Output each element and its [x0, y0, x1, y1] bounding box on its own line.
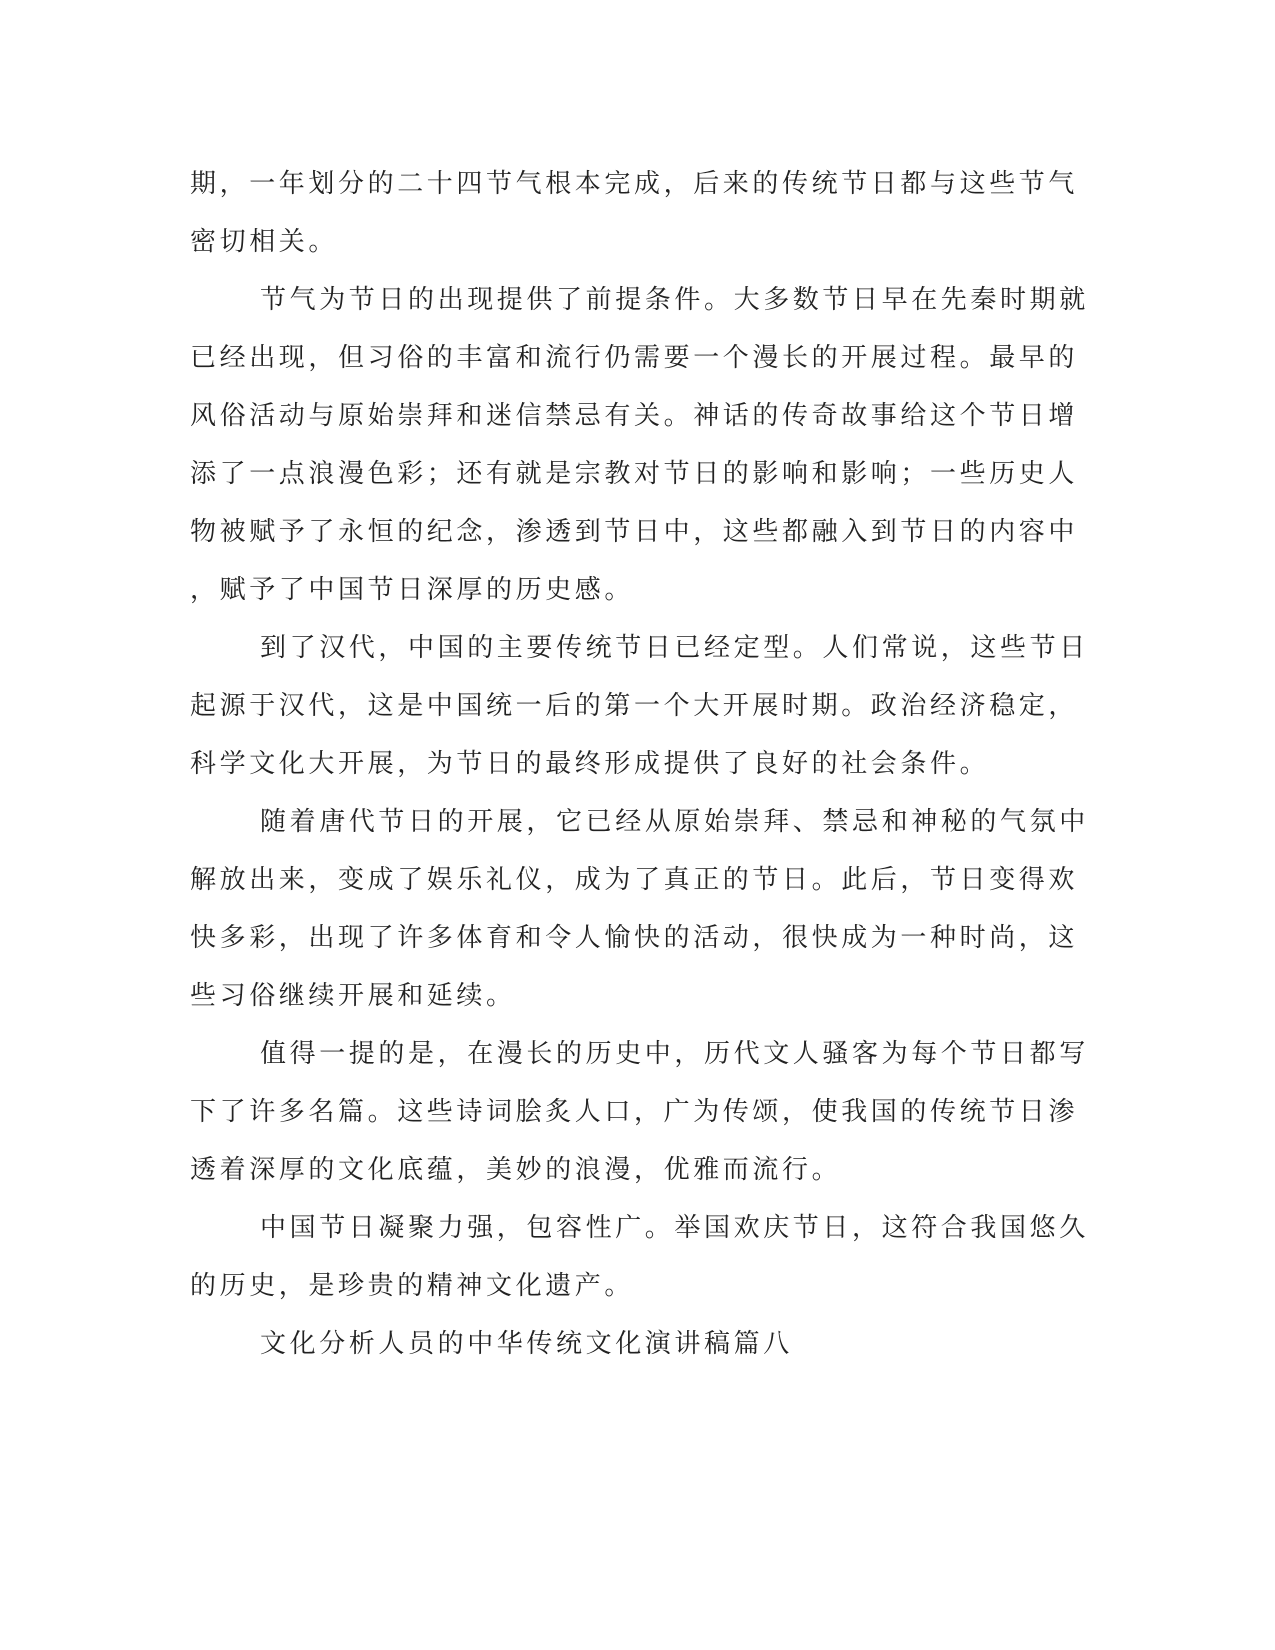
text-line: 期，一年划分的二十四节气根本完成，后来的传统节日都与这些节气	[190, 169, 1079, 199]
text-line: 快多彩，出现了许多体育和令人愉快的活动，很快成为一种时尚，这	[190, 923, 1079, 953]
paragraph-start-line: 到了汉代，中国的主要传统节日已经定型。人们常说，这些节日	[260, 633, 1089, 663]
paragraph-start-line: 随着唐代节日的开展，它已经从原始崇拜、禁忌和神秘的气氛中	[260, 807, 1089, 837]
text-line: 科学文化大开展，为节日的最终形成提供了良好的社会条件。	[190, 749, 990, 779]
text-line: 透着深厚的文化底蕴，美妙的浪漫，优雅而流行。	[190, 1155, 842, 1185]
text-line: 已经出现，但习俗的丰富和流行仍需要一个漫长的开展过程。最早的	[190, 343, 1079, 373]
paragraph-start-line: 节气为节日的出现提供了前提条件。大多数节日早在先秦时期就	[260, 285, 1089, 315]
text-line: 密切相关。	[190, 227, 339, 257]
paragraph-start-line: 中国节日凝聚力强，包容性广。举国欢庆节日，这符合我国悠久	[260, 1213, 1089, 1243]
text-line: 风俗活动与原始崇拜和迷信禁忌有关。神话的传奇故事给这个节日增	[190, 401, 1079, 431]
text-line: 物被赋予了永恒的纪念，渗透到节日中，这些都融入到节日的内容中	[190, 517, 1079, 547]
paragraph-start-line: 值得一提的是，在漫长的历史中，历代文人骚客为每个节日都写	[260, 1039, 1089, 1069]
text-line: 添了一点浪漫色彩；还有就是宗教对节日的影响和影响；一些历史人	[190, 459, 1079, 489]
text-line: ，赋予了中国节日深厚的历史感。	[190, 575, 635, 605]
text-line: 解放出来，变成了娱乐礼仪，成为了真正的节日。此后，节日变得欢	[190, 865, 1079, 895]
text-line: 起源于汉代，这是中国统一后的第一个大开展时期。政治经济稳定，	[190, 691, 1079, 721]
text-line: 下了许多名篇。这些诗词脍炙人口，广为传颂，使我国的传统节日渗	[190, 1097, 1079, 1127]
text-line: 些习俗继续开展和延续。	[190, 981, 516, 1011]
text-line: 的历史，是珍贵的精神文化遗产。	[190, 1271, 635, 1301]
section-heading: 文化分析人员的中华传统文化演讲稿篇八	[260, 1329, 793, 1359]
